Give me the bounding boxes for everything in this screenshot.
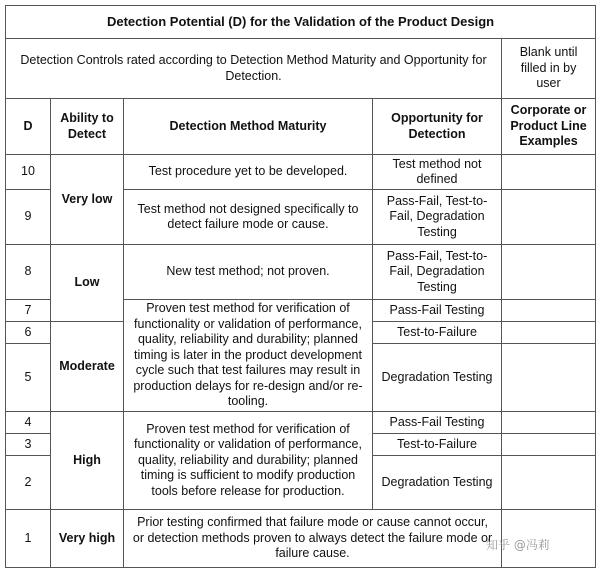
- ability-high: High: [51, 412, 124, 510]
- opportunity-4: Pass-Fail Testing: [373, 412, 502, 434]
- rating-2: 2: [6, 456, 51, 510]
- ability-very-high: Very high: [51, 510, 124, 568]
- rating-9: 9: [6, 190, 51, 245]
- rating-7: 7: [6, 300, 51, 322]
- rating-3: 3: [6, 434, 51, 456]
- rating-10: 10: [6, 155, 51, 190]
- opportunity-9: Pass-Fail, Test-to-Fail, Degradation Testing: [373, 190, 502, 245]
- table-title: Detection Potential (D) for the Validation of the Product Design: [6, 6, 596, 39]
- opportunity-6: Test-to-Failure: [373, 322, 502, 344]
- rating-4: 4: [6, 412, 51, 434]
- rating-1: 1: [6, 510, 51, 568]
- header-ability: Ability to Detect: [51, 99, 124, 155]
- detection-potential-table: [5, 5, 596, 568]
- watermark: 知乎 @冯莉: [486, 538, 550, 552]
- example-6: [502, 322, 596, 344]
- rating-5: 5: [6, 344, 51, 412]
- header-maturity: Detection Method Maturity: [124, 99, 373, 155]
- opportunity-7: Pass-Fail Testing: [373, 300, 502, 322]
- example-8: [502, 245, 596, 300]
- example-9: [502, 190, 596, 245]
- ability-low: Low: [51, 245, 124, 322]
- header-opportunity: Opportunity for Detection: [373, 99, 502, 155]
- example-3: [502, 434, 596, 456]
- blank-note: Blank until filled in by user: [502, 39, 596, 99]
- maturity-8: New test method; not proven.: [124, 245, 373, 300]
- opportunity-2: Degradation Testing: [373, 456, 502, 510]
- header-examples: Corporate or Product Line Examples: [502, 99, 596, 155]
- example-7: [502, 300, 596, 322]
- example-4: [502, 412, 596, 434]
- opportunity-5: Degradation Testing: [373, 344, 502, 412]
- opportunity-8: Pass-Fail, Test-to-Fail, Degradation Testing: [373, 245, 502, 300]
- opportunity-3: Test-to-Failure: [373, 434, 502, 456]
- rating-8: 8: [6, 245, 51, 300]
- example-1: [502, 510, 596, 568]
- example-5: [502, 344, 596, 412]
- maturity-1: Prior testing confirmed that failure mode or cause cannot occur, or detection methods proven to always detect the failure mode or failure cause.: [124, 510, 502, 568]
- rating-6: 6: [6, 322, 51, 344]
- maturity-10: Test procedure yet to be developed.: [124, 155, 373, 190]
- maturity-9: Test method not designed specifically to detect failure mode or cause.: [124, 190, 373, 245]
- header-d: D: [6, 99, 51, 155]
- intro-text: Detection Controls rated according to Detection Method Maturity and Opportunity for Detection.: [6, 39, 502, 99]
- ability-moderate: Moderate: [51, 322, 124, 412]
- example-2: [502, 456, 596, 510]
- ability-very-low: Very low: [51, 155, 124, 245]
- opportunity-10: Test method not defined: [373, 155, 502, 190]
- maturity-7-5: Proven test method for verification of functionality or validation of performance, quality, reliability and durability; planned timing is later in the product development cycle such that test failures may result in production delays for re-design and/or re-tooling.: [124, 300, 373, 412]
- maturity-4-2: Proven test method for verification of functionality or validation of performance, quality, reliability and durability; planned timing is sufficient to modify production tools before release for production.: [124, 412, 373, 510]
- example-10: [502, 155, 596, 190]
